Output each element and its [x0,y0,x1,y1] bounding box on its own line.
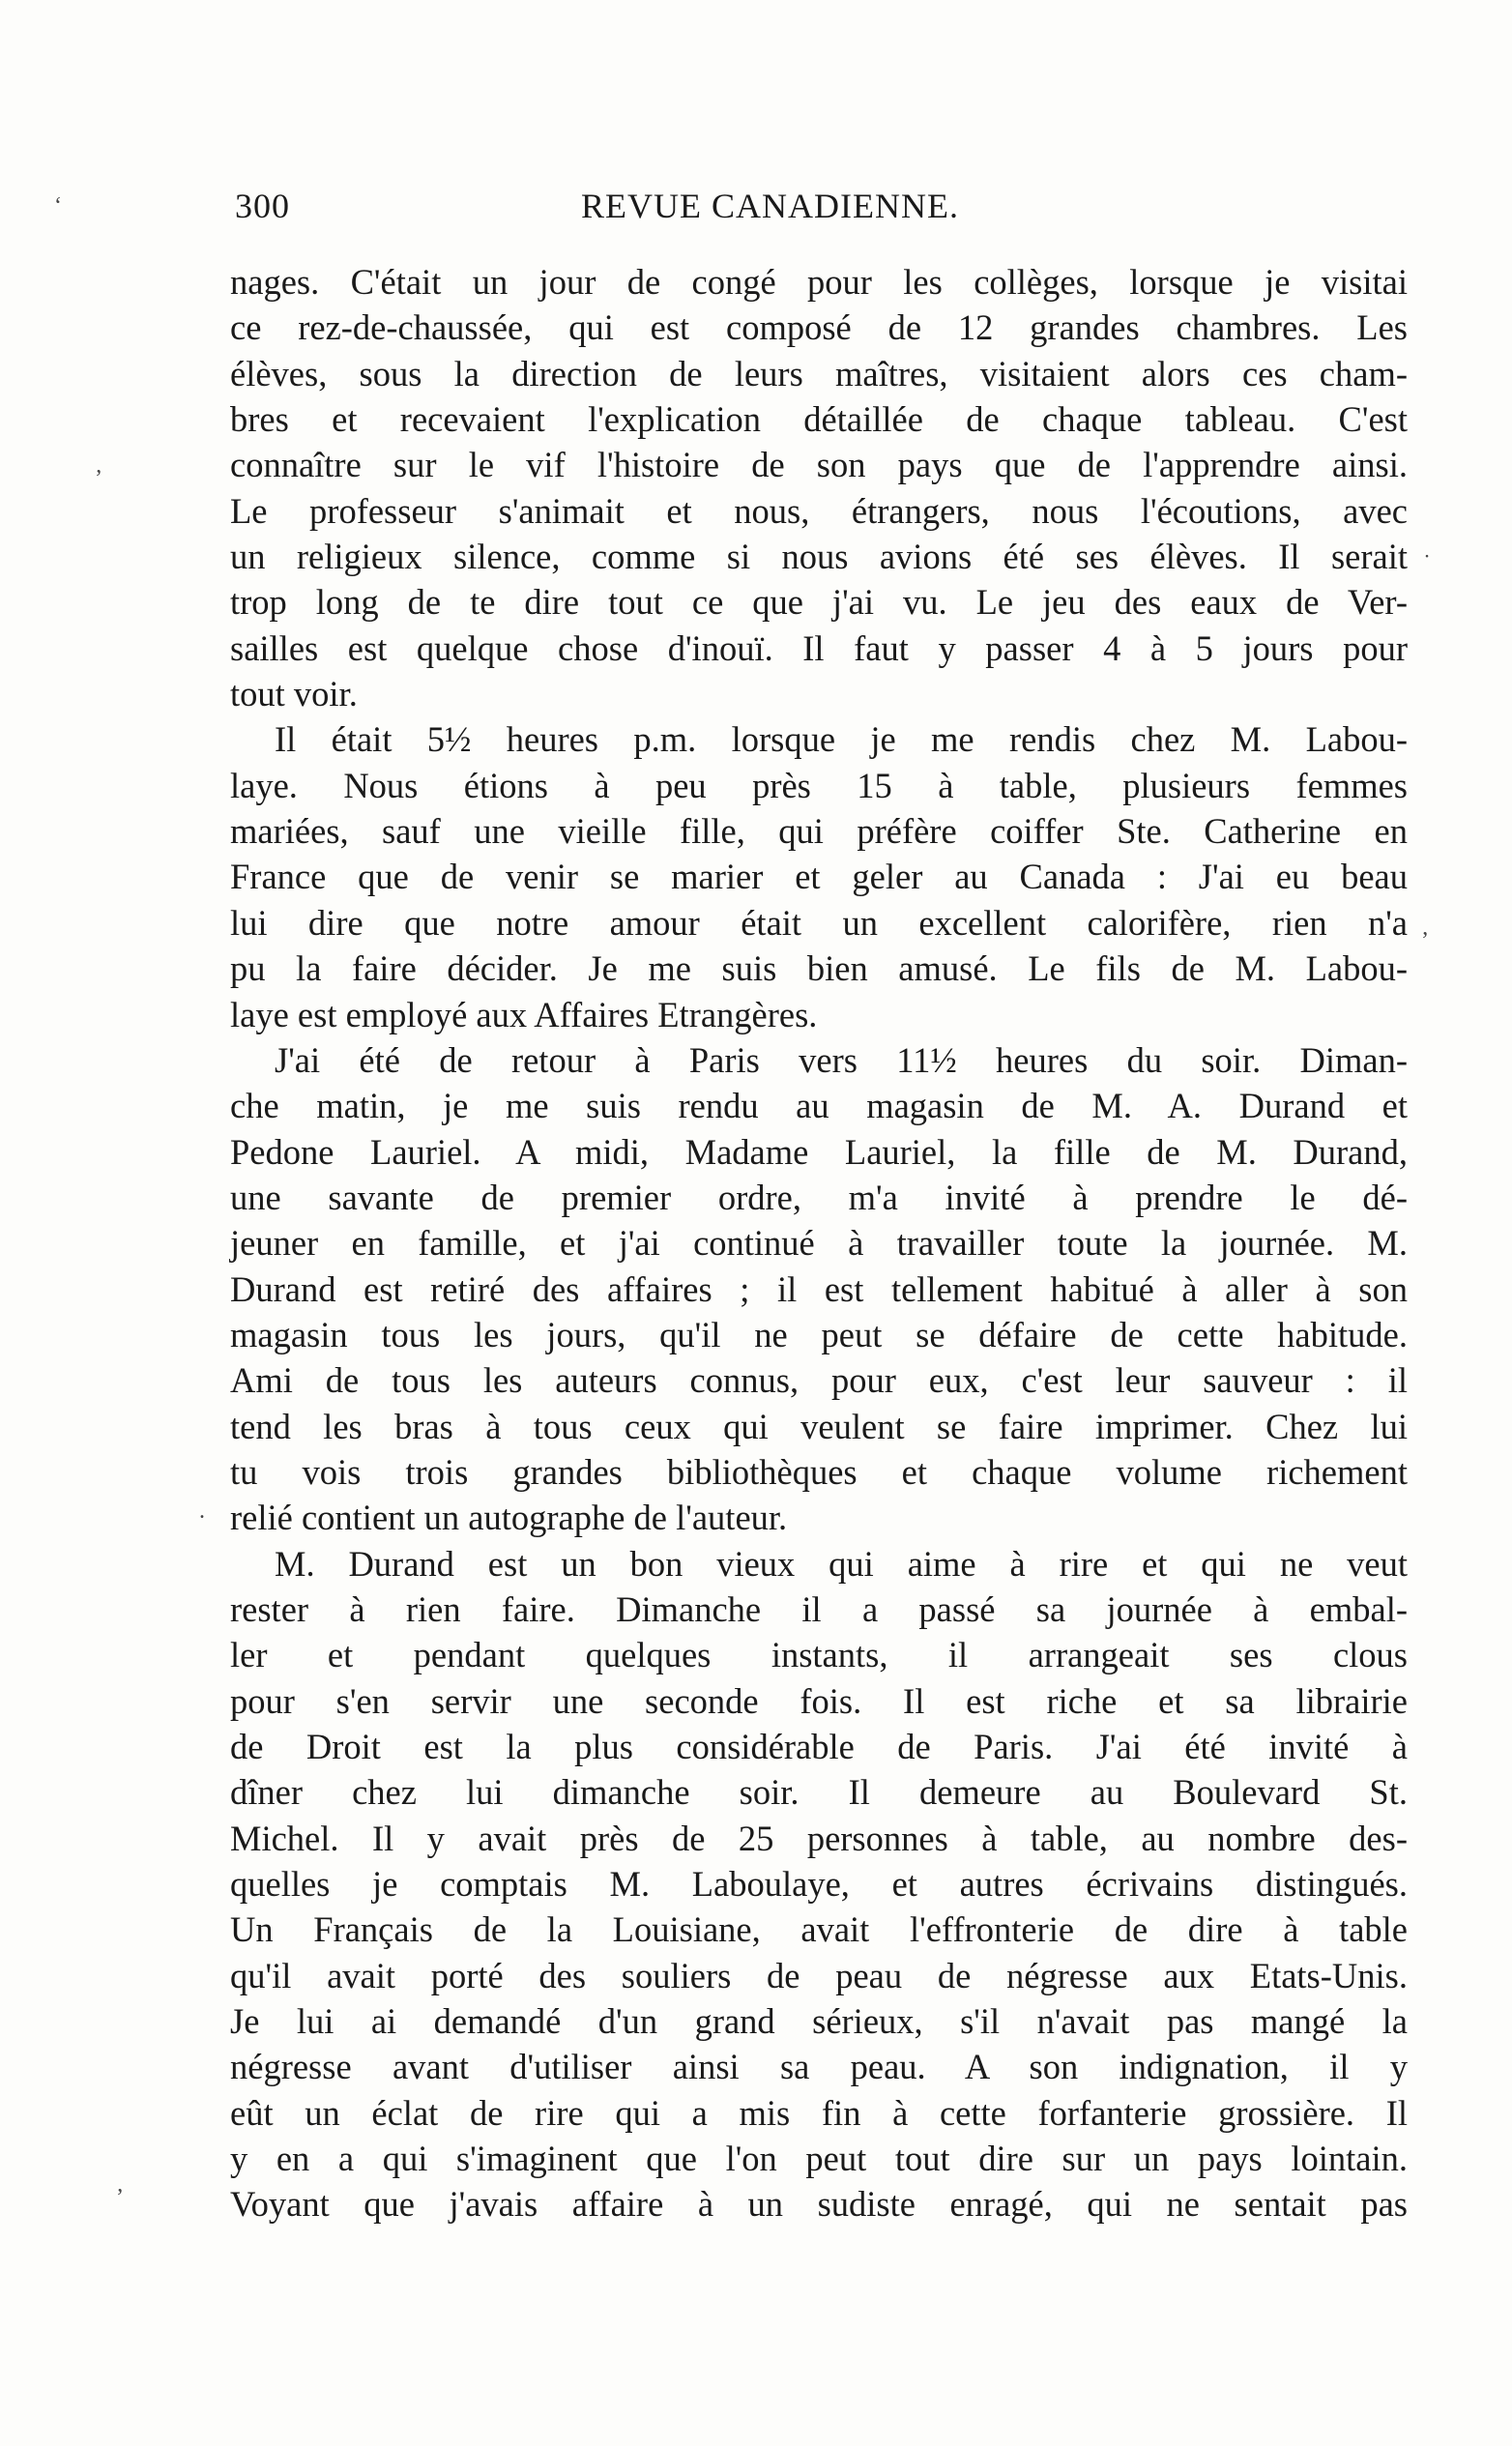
text-line: France que de venir se marier et geler au Canada : J'ai eu beau [230,857,1408,897]
margin-mark: ˙ [1423,551,1431,576]
text-line: pu la faire décider. Je me suis bien amusé. Le fils de M. Labou- [230,948,1408,989]
text-line: nages. C'était un jour de congé pour les collèges, lorsque je visitai [230,262,1408,302]
page-number: 300 [235,187,290,225]
text-line: rester à rien faire. Dimanche il a passé sa journée à embal- [230,1588,1408,1629]
text-line: laye est employé aux Affaires Etrangères. [230,994,818,1034]
text-line: dîner chez lui dimanche soir. Il demeure au Boulevard St. [230,1772,1408,1813]
margin-mark: ’ [116,2185,124,2210]
text-line: qu'il avait porté des souliers de peau de négresse aux Etats-Unis. [230,1955,1408,1995]
text-line: Il était 5½ heures p.m. lorsque je me rendis chez M. Labou- [275,719,1408,760]
text-line: Durand est retiré des affaires ; il est tellement habitué à aller à son [230,1268,1408,1309]
margin-mark: ’ [1421,928,1429,953]
margin-mark: ‘ [54,193,62,218]
text-line: un religieux silence, comme si nous avions été ses élèves. Il serait [230,537,1408,577]
text-line: Michel. Il y avait près de 25 personnes à table, au nombre des- [230,1818,1408,1858]
text-line: tout voir. [230,674,358,714]
text-line: Un Français de la Louisiane, avait l'effronterie de dire à table [230,1909,1408,1950]
text-line: che matin, je me suis rendu au magasin de M. A. Durand et [230,1086,1408,1126]
text-line: Je lui ai demandé d'un grand sérieux, s'il n'avait pas mangé la [230,2001,1408,2042]
text-line: magasin tous les jours, qu'il ne peut se défaire de cette habitude. [230,1314,1408,1354]
text-line: tu vois trois grandes bibliothèques et chaque volume richement [230,1451,1408,1492]
margin-mark: . [199,1499,205,1524]
text-line: ler et pendant quelques instants, il arrangeait ses clous [230,1635,1408,1675]
text-line: Ami de tous les auteurs connus, pour eux, c'est leur sauveur : il [230,1360,1408,1401]
text-line: J'ai été de retour à Paris vers 11½ heures du soir. Diman- [275,1039,1408,1080]
text-line: relié contient un autographe de l'auteur. [230,1498,788,1538]
text-line: Le professeur s'animait et nous, étrangers, nous l'écoutions, avec [230,490,1408,531]
body-text [230,259,1408,2228]
text-line: M. Durand est un bon vieux qui aime à rire et qui ne veut [275,1543,1408,1584]
text-line: élèves, sous la direction de leurs maîtres, visitaient alors ces cham- [230,353,1408,393]
text-line: de Droit est la plus considérable de Paris. J'ai été invité à [230,1727,1408,1766]
margin-mark: ’ [95,466,102,491]
text-line: quelles je comptais M. Laboulaye, et autres écrivains distingués. [230,1864,1408,1905]
text-line: lui dire que notre amour était un excellent calorifère, rien n'a [230,902,1408,943]
text-line: laye. Nous étions à peu près 15 à table, plusieurs femmes [230,765,1408,805]
text-line: Pedone Lauriel. A midi, Madame Lauriel, la fille de M. Durand, [230,1131,1408,1172]
text-line: connaître sur le vif l'histoire de son pays que de l'apprendre ainsi. [230,445,1408,485]
text-line: trop long de te dire tout ce que j'ai vu. Le jeu des eaux de Ver- [230,582,1408,623]
text-line: jeuner en famille, et j'ai continué à travailler toute la journée. M. [230,1223,1408,1264]
text-line: pour s'en servir une seconde fois. Il est riche et sa librairie [230,1680,1408,1721]
text-line: ce rez-de-chaussée, qui est composé de 12 grandes chambres. Les [230,307,1408,348]
text-line: mariées, sauf une vieille fille, qui préfère coiffer Ste. Catherine en [230,811,1408,852]
text-line: une savante de premier ordre, m'a invité à prendre le dé- [230,1177,1408,1217]
text-line: sailles est quelque chose d'inouï. Il faut y passer 4 à 5 jours pour [230,627,1408,668]
journal-title: REVUE CANADIENNE. [581,187,959,225]
text-line: bres et recevaient l'explication détaillée de chaque tableau. C'est [230,399,1408,440]
text-line: négresse avant d'utiliser ainsi sa peau. A son indignation, il y [230,2047,1408,2087]
text-line: tend les bras à tous ceux qui veulent se faire imprimer. Chez lui [230,1406,1408,1446]
text-line: y en a qui s'imaginent que l'on peut tout dire sur un pays lointain. [230,2139,1408,2179]
text-line: Voyant que j'avais affaire à un sudiste enragé, qui ne sentait pas [230,2184,1408,2225]
text-line: eût un éclat de rire qui a mis fin à cette forfanterie grossière. Il [230,2092,1408,2133]
running-head [235,186,1405,236]
